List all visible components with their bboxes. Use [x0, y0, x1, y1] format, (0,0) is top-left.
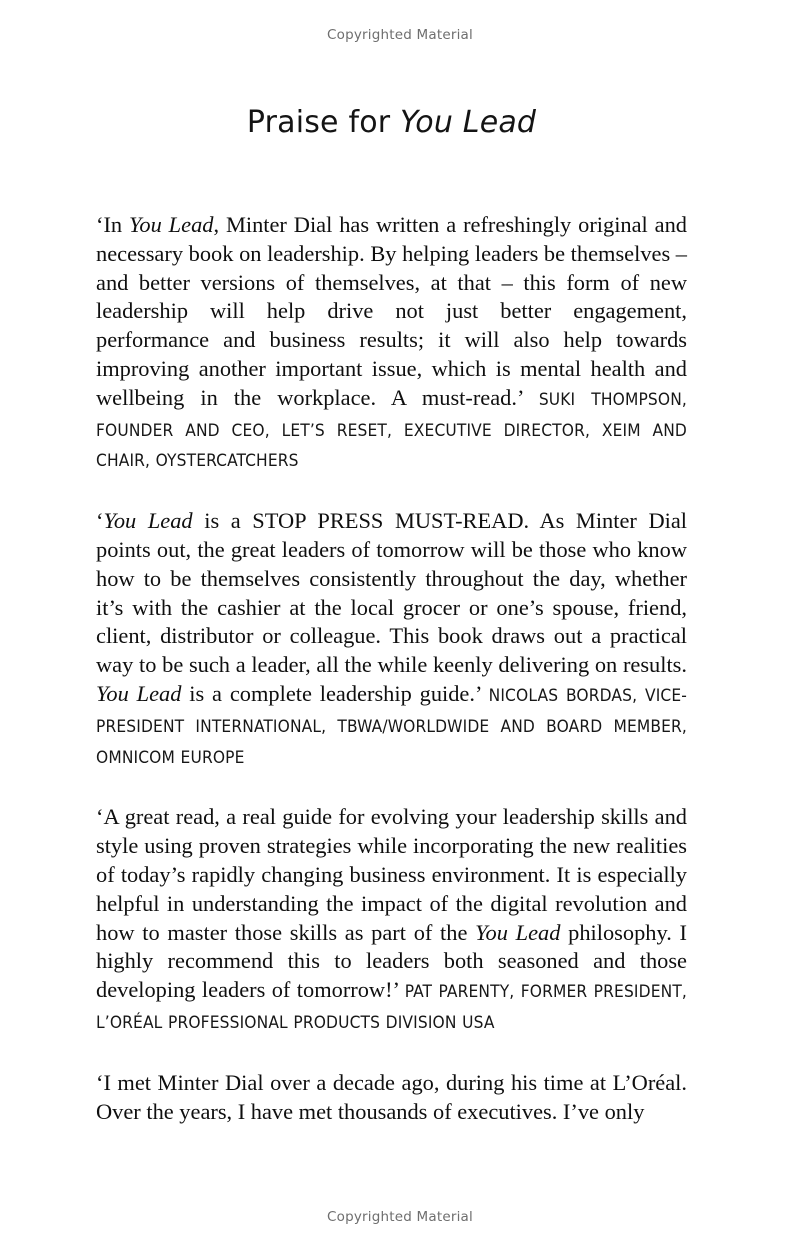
quote-segment: ‘I met Minter Dial over a decade ago, during his time at L’Oréal. Over the years, I have met thousands of executives. I’ve only [96, 1069, 687, 1124]
quote-segment: ‘ [96, 508, 104, 534]
running-head-copyright: Copyrighted Material [327, 27, 473, 43]
running-foot-copyright: Copyrighted Material [327, 1209, 473, 1225]
endorsement-text [96, 507, 687, 772]
text-column [96, 0, 687, 1126]
quote-segment: is a STOP PRESS MUST-READ. As Minter Dial points out, the great leaders of tomorrow will be those who know how to be themselves consistently throughout the day, whether it’s with the cashier at the local grocer or one’s spouse, friend, client, distributor or colleague. This book draws out a practical way to be such a leader, all the while keenly delivering on results. [96, 508, 688, 678]
endorsement-block [96, 1069, 687, 1127]
endorsement-text [96, 803, 687, 1037]
book-title-italic: You Lead [103, 508, 193, 534]
quote-segment: ‘In [96, 212, 129, 237]
quote-segment: philosophy. I highly recommend this to leaders both seasoned and those developing leaders of tomorrow!’ [96, 919, 687, 1003]
endorsement-block [96, 507, 687, 772]
endorsement-text [96, 211, 687, 476]
endorsement-list [96, 211, 687, 1126]
book-title-italic: You Lead [129, 212, 214, 237]
book-title-italic: You Lead [475, 919, 561, 945]
endorsement-attribution: PAT PARENTY, FORMER PRESIDENT, L’ORÉAL PROFESSIONAL PRODUCTS DIVISION USA [96, 982, 687, 1033]
endorsement-block [96, 803, 687, 1037]
page-title-book-name: You Lead [400, 105, 537, 140]
quote-segment: is a complete leadership guide.’ [181, 680, 489, 706]
endorsement-attribution: NICOLAS BORDAS, VICE-PRESIDENT INTERNATIONAL, TBWA/WORLDWIDE AND BOARD MEMBER, OMNICOM EUROPE [96, 685, 687, 768]
page-title-prefix: Praise for [246, 105, 401, 140]
book-title-italic: You Lead [96, 680, 182, 706]
endorsement-attribution: SUKI THOMPSON, FOUNDER AND CEO, LET’S RESET, EXECUTIVE DIRECTOR, XEIM AND CHAIR, OYSTERCATCHERS [96, 389, 687, 472]
quote-segment: , Minter Dial has written a refreshingly original and necessary book on leadership. By helping leaders be themselves – and better versions of themselves, at that – this form of new leadership will help drive not just better engagement, performance and business results; it will also help towards improving another important issue, which is mental health and wellbeing in the workplace. A must-read.’ [96, 212, 687, 410]
page-title [96, 0, 687, 142]
endorsement-text [96, 1069, 687, 1127]
quote-segment: ‘A great read, a real guide for evolving your leadership skills and style using proven strategies while incorporating the new realities of today’s rapidly changing business environment. It is especially helpful in understanding the impact of the digital revolution and how to master those skills as part of the [96, 804, 687, 945]
endorsement-block [96, 211, 687, 476]
